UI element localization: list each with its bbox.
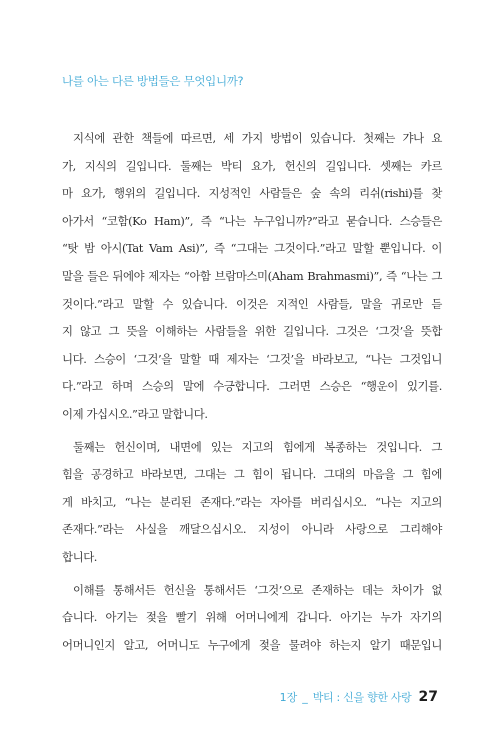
text-line: 존재다.”라는 사실을 깨달으십시오. 지성이 아니라 사랑으로 그리해야 xyxy=(62,522,442,537)
text-line: 힘을 공경하고 바라보면, 그대는 그 힘이 됩니다. 그대의 마음을 그 힘에 xyxy=(62,467,442,482)
text-line: 합니다. xyxy=(62,549,98,564)
chapter-number: 1장 xyxy=(279,691,298,704)
footer-separator: _ xyxy=(302,691,308,704)
text-line: 지 않고 그 뜻을 이해하는 사람들을 위한 길입니다. 그것은 ‘그것’을 뜻합 xyxy=(62,324,442,339)
text-line: 게 바치고, “나는 분리된 존재다.”라는 자아를 버리십시오. “나는 지고의 xyxy=(62,494,442,509)
text-line: 이해를 통해서든 헌신을 통해서든 ‘그것’으로 존재하는 데는 차이가 없 xyxy=(73,582,442,597)
page-number: 27 xyxy=(418,689,438,705)
chapter-title: 박티 : 신을 향한 사랑 xyxy=(312,691,412,704)
section-question-heading: 나를 아는 다른 방법들은 무엇입니까? xyxy=(62,74,244,88)
text-line: 지식에 관한 책들에 따르면, 세 가지 방법이 있습니다. 첫째는 갸나 요 xyxy=(73,131,442,145)
text-line: 말을 들은 뒤에야 제자는 “아함 브람마스미(Aham Brahmasmi)”, 즉 “나는 그 xyxy=(62,268,442,283)
text-line: 습니다. 아기는 젖을 빨기 위해 어머니에게 갑니다. 아기는 누가 자기의 xyxy=(62,610,442,625)
text-line: 것이다.”라고 말할 수 있습니다. 이것은 지적인 사람들, 말을 귀로만 듣 xyxy=(62,296,442,311)
text-line: “탓 밤 아시(Tat Vam Asi)”, 즉 “그대는 그것이다.”라고 말할 뿐입니다. 이 xyxy=(62,241,442,256)
text-line: 둘째는 헌신이며, 내면에 있는 지고의 힘에게 복종하는 것입니다. 그 xyxy=(73,439,442,454)
text-line: 가, 지식의 길입니다. 둘째는 박티 요가, 헌신의 길입니다. 셋째는 카르 xyxy=(62,158,442,173)
text-line: 마 요가, 행위의 길입니다. 지성적인 사람들은 숲 속의 리쉬(rishi)를 찾 xyxy=(62,186,442,201)
body-text xyxy=(62,125,442,659)
text-line: 어머니인지 알고, 어머니도 누구에게 젖을 물려야 하는지 알기 때문입니 xyxy=(62,637,442,652)
text-line: 다.”라고 하며 스승의 말에 수긍합니다. 그러면 스승은 “행운이 있기를. xyxy=(62,379,442,394)
text-line: 니다. 스승이 ‘그것’을 말할 때 제자는 ‘그것’을 바라보고, “나는 그것입니 xyxy=(62,351,442,366)
text-line: 아가서 “코함(Ko Ham)”, 즉 “나는 누구입니까?”라고 묻습니다. 스승들은 xyxy=(62,213,442,228)
text-line: 이제 가십시오.”라고 말합니다. xyxy=(62,406,208,421)
page-footer xyxy=(280,689,438,705)
